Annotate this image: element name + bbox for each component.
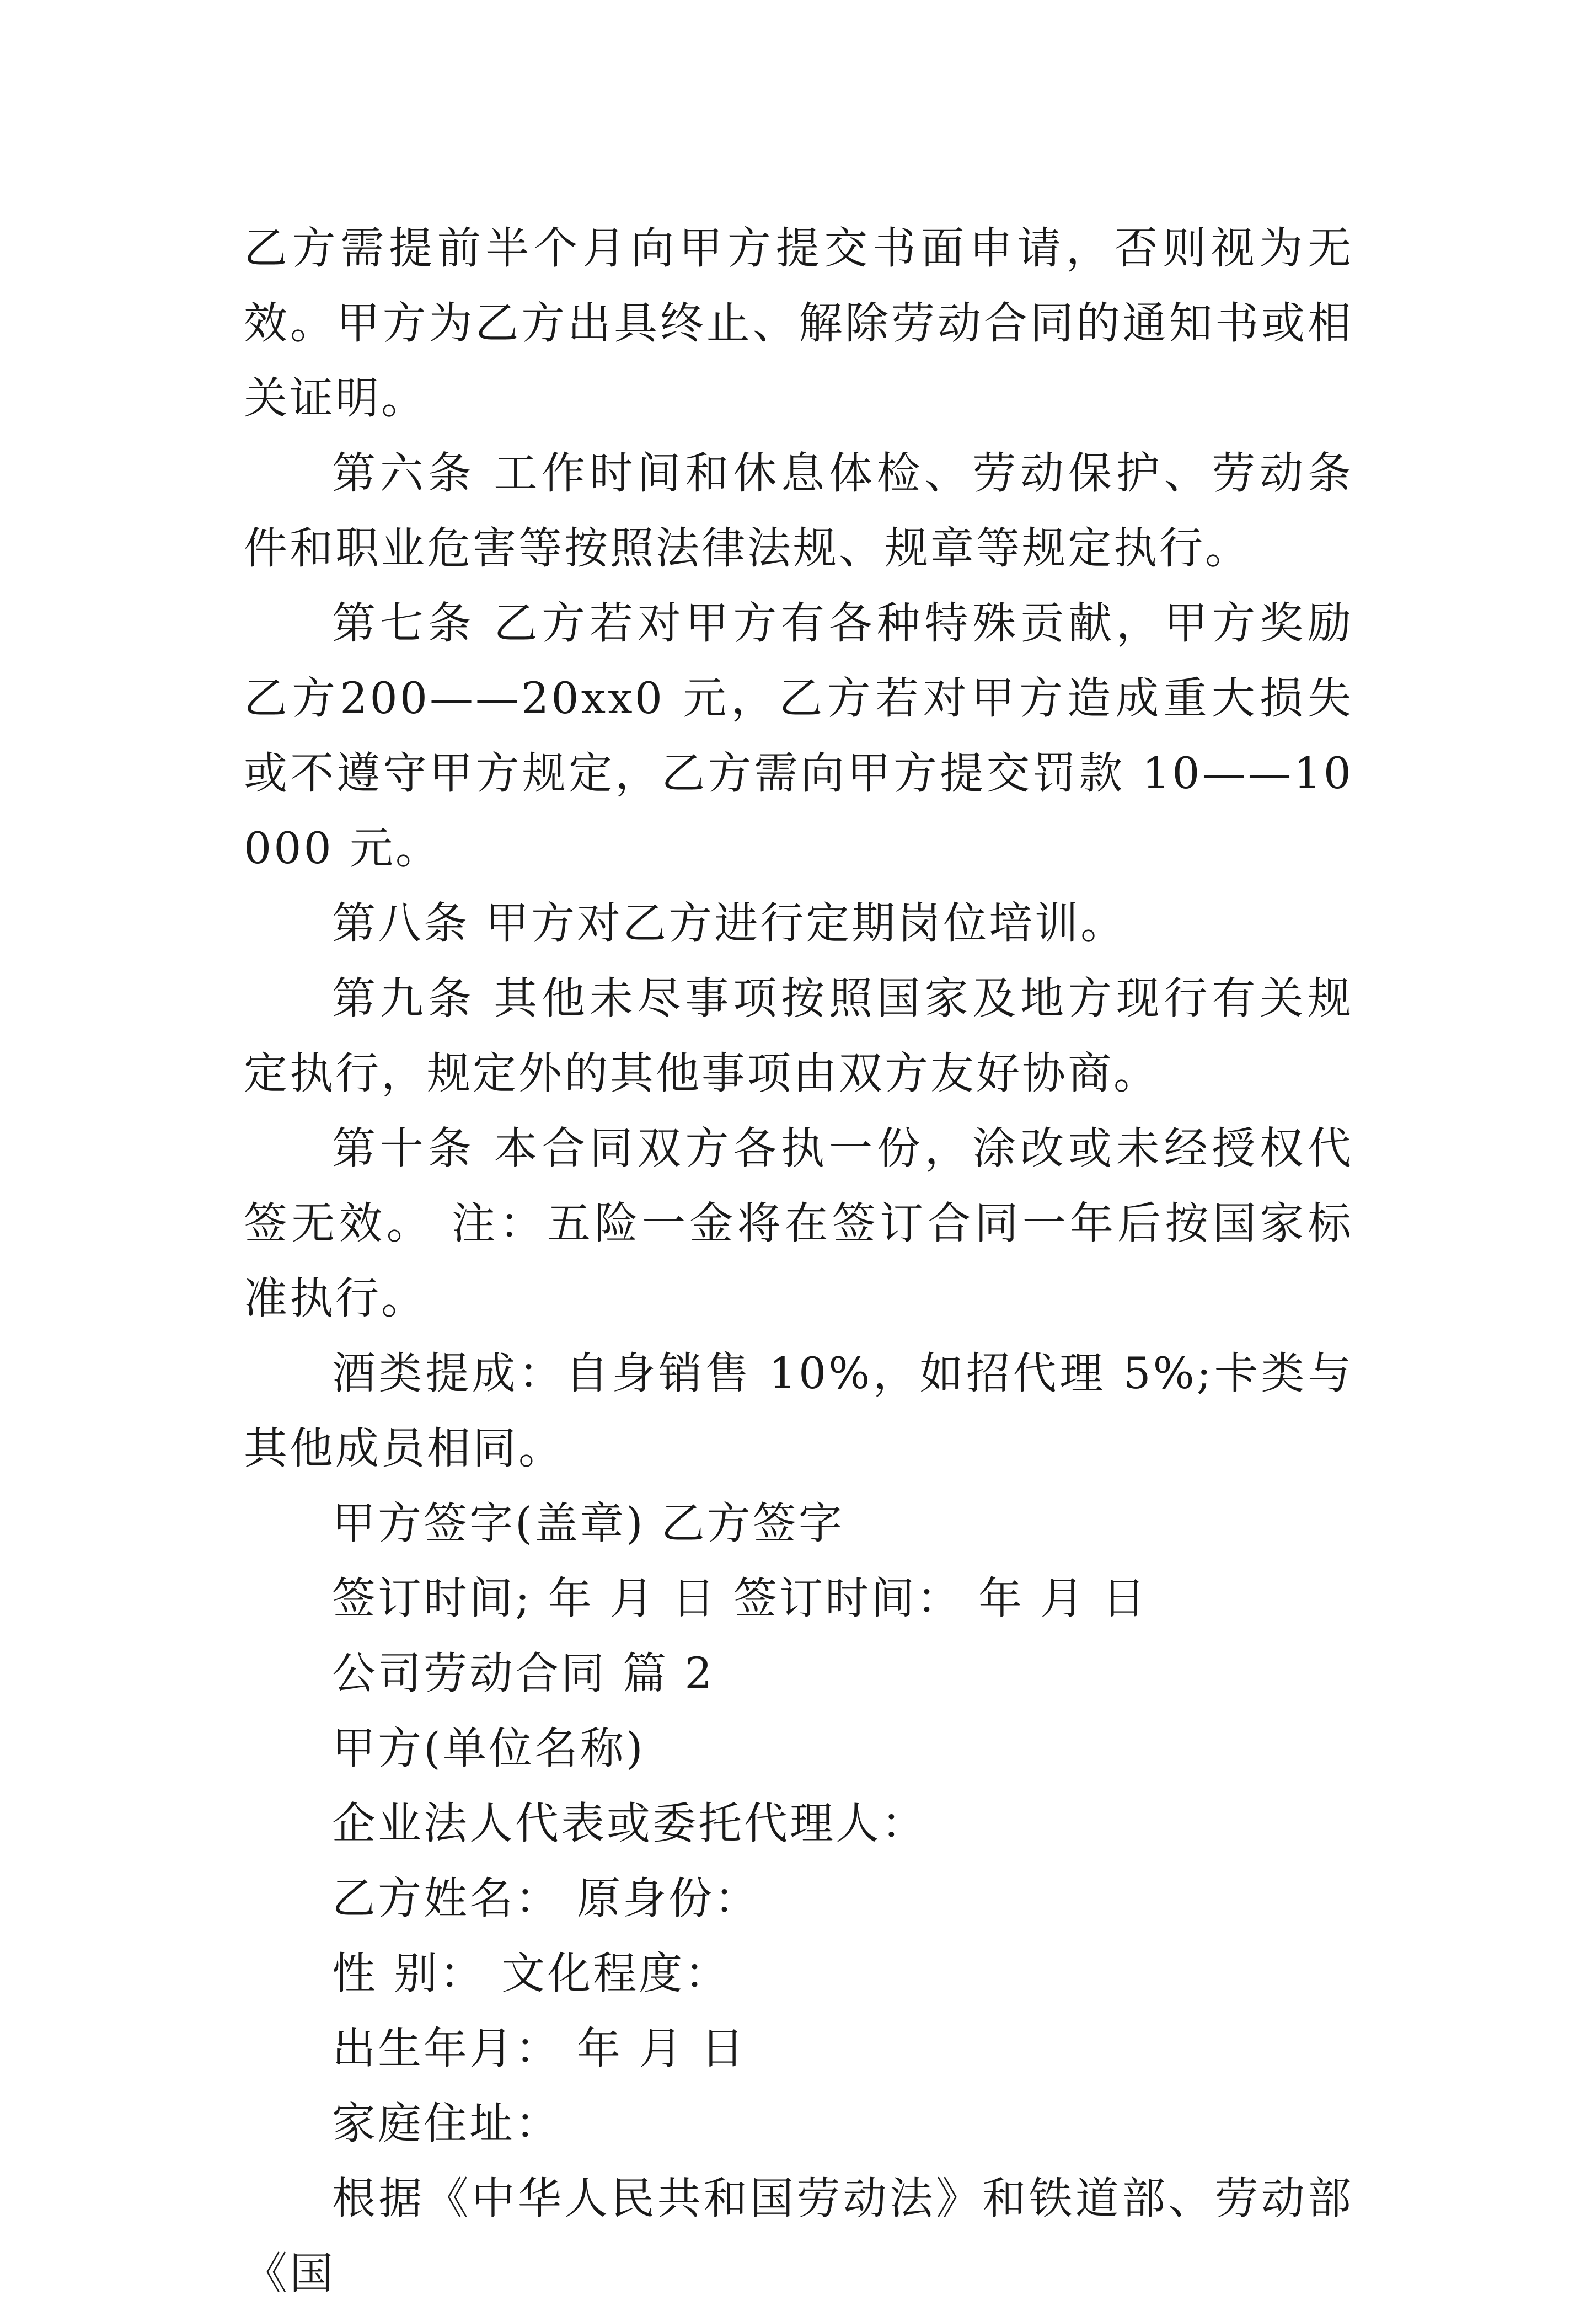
- paragraph-article-8: 第八条 甲方对乙方进行定期岗位培训。: [332, 898, 1127, 949]
- paragraph-article-10: 第十条 本合同双方各执一份，涂改或未经授权代签无效。 注：五险一金将在签订合同一年后按国家标准执行。: [244, 1123, 1353, 1324]
- gender-education-field: 性 别： 文化程度：: [332, 1948, 731, 1999]
- document-body: [244, 211, 1353, 2311]
- sign-date-line: 签订时间; 年 月 日 签订时间： 年 月 日: [332, 1573, 1148, 1624]
- section-heading: 公司劳动合同 篇 2: [332, 1648, 715, 1699]
- paragraph-article-7: 第七条 乙方若对甲方有各种特殊贡献，甲方奖励乙方200——20xx0 元，乙方若对甲方造成重大损失或不遵守甲方规定，乙方需向甲方提交罚款 10——10000 元。: [244, 598, 1353, 874]
- paragraph-article-6: 第六条 工作时间和休息体检、劳动保护、劳动条件和职业危害等按照法律法规、规章等规定执行。: [244, 448, 1353, 574]
- party-a-field: 甲方(单位名称): [332, 1723, 645, 1774]
- paragraph-article-9: 第九条 其他未尽事项按照国家及地方现行有关规定执行，规定外的其他事项由双方友好协商。: [244, 973, 1353, 1099]
- home-address-field: 家庭住址：: [332, 2098, 561, 2149]
- birth-date-field: 出生年月： 年 月 日: [332, 2023, 747, 2074]
- party-b-name-field: 乙方姓名： 原身份：: [332, 1873, 760, 1924]
- paragraph-1: 乙方需提前半个月向甲方提交书面申请，否则视为无效。甲方为乙方出具终止、解除劳动合同的通知书或相关证明。: [244, 223, 1353, 424]
- signature-line: 甲方签字(盖章) 乙方签字: [332, 1498, 844, 1549]
- paragraph-commission: 酒类提成：自身销售 10%，如招代理 5%;卡类与其他成员相同。: [244, 1348, 1353, 1474]
- paragraph-legal-basis: 根据《中华人民共和国劳动法》和铁道部、劳动部《国: [244, 2173, 1353, 2299]
- legal-rep-field: 企业法人代表或委托代理人：: [332, 1798, 927, 1849]
